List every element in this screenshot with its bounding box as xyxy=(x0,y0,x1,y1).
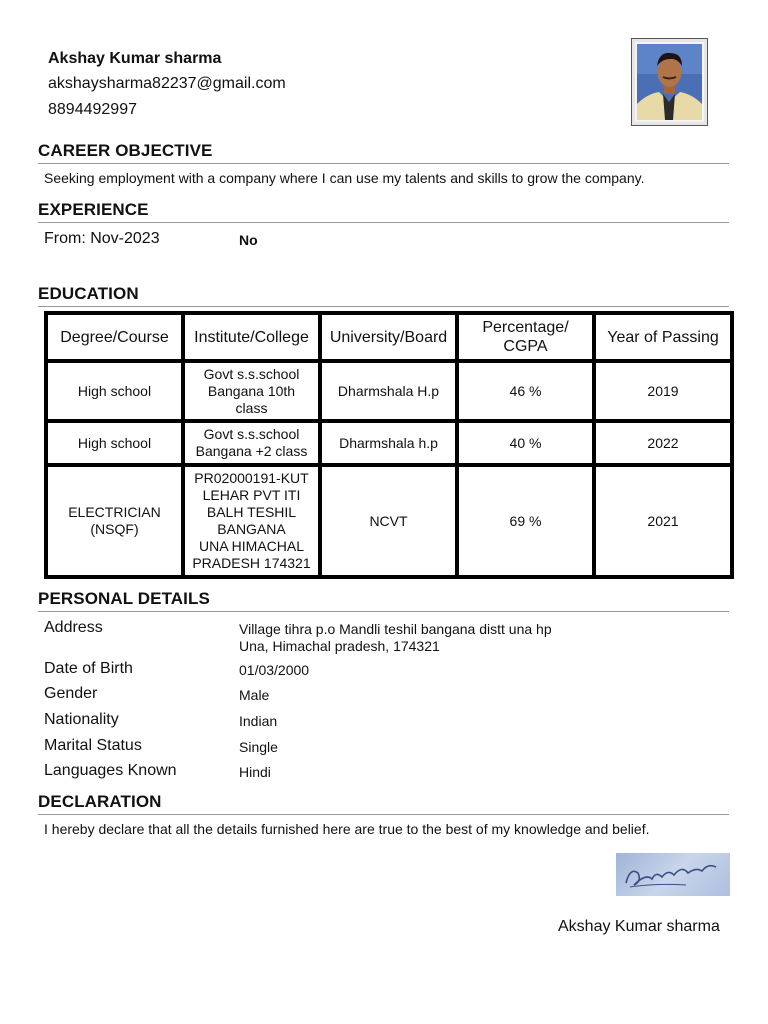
address-label: Address xyxy=(44,619,103,636)
career-objective-heading: CAREER OBJECTIVE xyxy=(38,141,729,164)
declaration-text: I hereby declare that all the details furnished here are true to the best of my knowledge and belief. xyxy=(44,821,650,837)
declaration-heading: DECLARATION xyxy=(38,792,729,815)
applicant-email: akshaysharma82237@gmail.com xyxy=(48,75,286,92)
col-header-year: Year of Passing xyxy=(594,313,732,361)
table-cell: High school xyxy=(46,421,183,465)
address-line-2: Una, Himachal pradesh, 174321 xyxy=(239,638,440,654)
marital-status-value: Single xyxy=(239,739,278,755)
table-cell: High school xyxy=(46,361,183,421)
col-header-institute: Institute/College xyxy=(183,313,320,361)
personal-details-heading: PERSONAL DETAILS xyxy=(38,589,729,612)
table-cell: 2019 xyxy=(594,361,732,421)
col-header-university: University/Board xyxy=(320,313,457,361)
languages-label: Languages Known xyxy=(44,762,177,779)
experience-heading: EXPERIENCE xyxy=(38,200,729,223)
col-header-degree: Degree/Course xyxy=(46,313,183,361)
career-objective-text: Seeking employment with a company where I can use my talents and skills to grow the company. xyxy=(44,170,645,186)
gender-value: Male xyxy=(239,687,270,703)
table-cell: 2022 xyxy=(594,421,732,465)
table-cell: 40 % xyxy=(457,421,594,465)
education-heading: EDUCATION xyxy=(38,284,729,307)
table-row xyxy=(46,465,732,577)
education-header-row xyxy=(46,313,732,361)
experience-from: From: Nov-2023 xyxy=(44,230,160,247)
signature-image xyxy=(616,853,730,896)
table-row xyxy=(46,361,732,421)
marital-status-label: Marital Status xyxy=(44,737,142,754)
table-cell: 46 % xyxy=(457,361,594,421)
dob-label: Date of Birth xyxy=(44,660,133,677)
nationality-value: Indian xyxy=(239,713,278,729)
table-cell: 2021 xyxy=(594,465,732,577)
table-cell: 69 % xyxy=(457,465,594,577)
applicant-phone: 8894492997 xyxy=(48,101,137,118)
table-cell: Govt s.s.school Bangana 10th class xyxy=(183,361,320,421)
profile-photo xyxy=(631,38,708,126)
table-cell: NCVT xyxy=(320,465,457,577)
table-cell: Dharmshala H.p xyxy=(320,361,457,421)
address-line-1: Village tihra p.o Mandli teshil bangana distt una hp xyxy=(239,621,552,637)
applicant-name: Akshay Kumar sharma xyxy=(48,50,222,67)
gender-label: Gender xyxy=(44,685,98,702)
table-cell: PR02000191-KUT LEHAR PVT ITI BALH TESHIL BANGANA UNA HIMACHAL PRADESH 174321 xyxy=(183,465,320,577)
experience-value: No xyxy=(239,232,258,248)
dob-value: 01/03/2000 xyxy=(239,662,310,678)
table-cell: ELECTRICIAN (NSQF) xyxy=(46,465,183,577)
table-cell: Govt s.s.school Bangana +2 class xyxy=(183,421,320,465)
col-header-percentage: Percentage/ CGPA xyxy=(457,313,594,361)
table-row xyxy=(46,421,732,465)
languages-value: Hindi xyxy=(239,764,271,780)
nationality-label: Nationality xyxy=(44,711,119,728)
education-table xyxy=(44,311,734,579)
signature-name: Akshay Kumar sharma xyxy=(558,918,720,935)
table-cell: Dharmshala h.p xyxy=(320,421,457,465)
